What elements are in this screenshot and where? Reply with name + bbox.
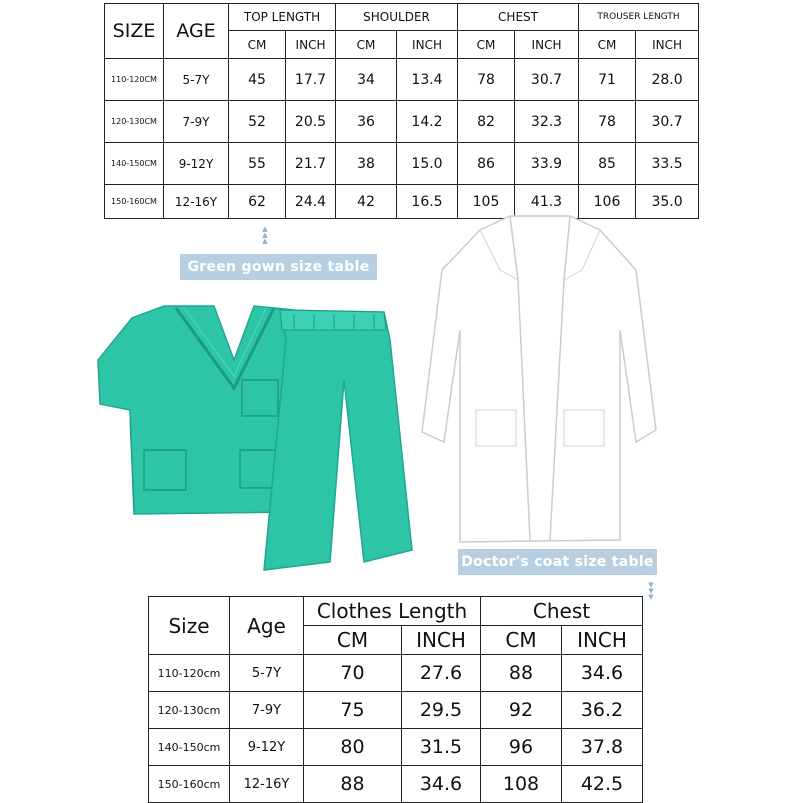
green-gown-banner: Green gown size table [180, 254, 377, 280]
unit-header: CM [579, 31, 636, 59]
age-cell: 9-12Y [230, 729, 304, 766]
value-cell: 55 [229, 143, 286, 185]
value-cell: 34 [336, 59, 397, 101]
value-cell: 92 [481, 692, 562, 729]
value-cell: 13.4 [397, 59, 458, 101]
value-cell: 78 [458, 59, 515, 101]
value-cell: 62 [229, 185, 286, 219]
value-cell: 42.5 [562, 766, 643, 803]
value-cell: 108 [481, 766, 562, 803]
value-cell: 20.5 [286, 101, 336, 143]
value-cell: 24.4 [286, 185, 336, 219]
table-row [105, 101, 699, 143]
value-cell: 41.3 [515, 185, 579, 219]
value-cell: 52 [229, 101, 286, 143]
value-cell: 85 [579, 143, 636, 185]
value-cell: 37.8 [562, 729, 643, 766]
table-row [149, 655, 643, 692]
value-cell: 28.0 [636, 59, 699, 101]
value-cell: 88 [304, 766, 402, 803]
value-cell: 14.2 [397, 101, 458, 143]
size-cell: 120-130cm [149, 692, 230, 729]
value-cell: 34.6 [402, 766, 481, 803]
size-cell: 110-120CM [105, 59, 164, 101]
table-row [105, 59, 699, 101]
age-header: AGE [164, 4, 229, 59]
chest-header: Chest [481, 597, 643, 626]
unit-header: INCH [397, 31, 458, 59]
value-cell: 34.6 [562, 655, 643, 692]
unit-header: CM [229, 31, 286, 59]
value-cell: 32.3 [515, 101, 579, 143]
size-cell: 110-120cm [149, 655, 230, 692]
unit-header: INCH [402, 626, 481, 655]
green-scrubs-image [94, 300, 424, 580]
arrow-up-icon: ▲ ▲ ▲ [262, 225, 268, 245]
trouser-length-header: TROUSER LENGTH [579, 4, 699, 31]
unit-header: CM [481, 626, 562, 655]
clothes-length-header: Clothes Length [304, 597, 481, 626]
shoulder-header: SHOULDER [336, 4, 458, 31]
size-cell: 150-160CM [105, 185, 164, 219]
value-cell: 96 [481, 729, 562, 766]
size-cell: 120-130CM [105, 101, 164, 143]
value-cell: 33.9 [515, 143, 579, 185]
table-row [105, 143, 699, 185]
unit-header: INCH [515, 31, 579, 59]
size-cell: 150-160cm [149, 766, 230, 803]
top-length-header: TOP LENGTH [229, 4, 336, 31]
value-cell: 16.5 [397, 185, 458, 219]
value-cell: 75 [304, 692, 402, 729]
unit-header: CM [458, 31, 515, 59]
age-cell: 12-16Y [164, 185, 229, 219]
size-header: Size [149, 597, 230, 655]
size-cell: 140-150CM [105, 143, 164, 185]
value-cell: 78 [579, 101, 636, 143]
doctors-coat-size-table [148, 596, 643, 803]
value-cell: 17.7 [286, 59, 336, 101]
value-cell: 71 [579, 59, 636, 101]
unit-header: CM [304, 626, 402, 655]
value-cell: 21.7 [286, 143, 336, 185]
age-header: Age [230, 597, 304, 655]
value-cell: 30.7 [515, 59, 579, 101]
table-row [149, 766, 643, 803]
value-cell: 36 [336, 101, 397, 143]
value-cell: 33.5 [636, 143, 699, 185]
value-cell: 86 [458, 143, 515, 185]
doctors-coat-image [400, 210, 680, 550]
age-cell: 5-7Y [164, 59, 229, 101]
chest-header: CHEST [458, 4, 579, 31]
age-cell: 7-9Y [164, 101, 229, 143]
value-cell: 36.2 [562, 692, 643, 729]
value-cell: 45 [229, 59, 286, 101]
value-cell: 29.5 [402, 692, 481, 729]
value-cell: 30.7 [636, 101, 699, 143]
age-cell: 7-9Y [230, 692, 304, 729]
table-row [149, 729, 643, 766]
arrow-down-icon: ▼ ▼ ▼ [648, 581, 654, 601]
value-cell: 70 [304, 655, 402, 692]
value-cell: 88 [481, 655, 562, 692]
age-cell: 9-12Y [164, 143, 229, 185]
age-cell: 12-16Y [230, 766, 304, 803]
value-cell: 105 [458, 185, 515, 219]
unit-header: INCH [636, 31, 699, 59]
unit-header: CM [336, 31, 397, 59]
size-header: SIZE [105, 4, 164, 59]
green-gown-size-table [104, 3, 699, 219]
value-cell: 15.0 [397, 143, 458, 185]
age-cell: 5-7Y [230, 655, 304, 692]
unit-header: INCH [286, 31, 336, 59]
value-cell: 31.5 [402, 729, 481, 766]
size-cell: 140-150cm [149, 729, 230, 766]
value-cell: 35.0 [636, 185, 699, 219]
value-cell: 82 [458, 101, 515, 143]
table-row [149, 692, 643, 729]
value-cell: 42 [336, 185, 397, 219]
doctors-coat-banner: Doctor's coat size table [458, 549, 657, 575]
value-cell: 38 [336, 143, 397, 185]
value-cell: 80 [304, 729, 402, 766]
value-cell: 27.6 [402, 655, 481, 692]
value-cell: 106 [579, 185, 636, 219]
unit-header: INCH [562, 626, 643, 655]
